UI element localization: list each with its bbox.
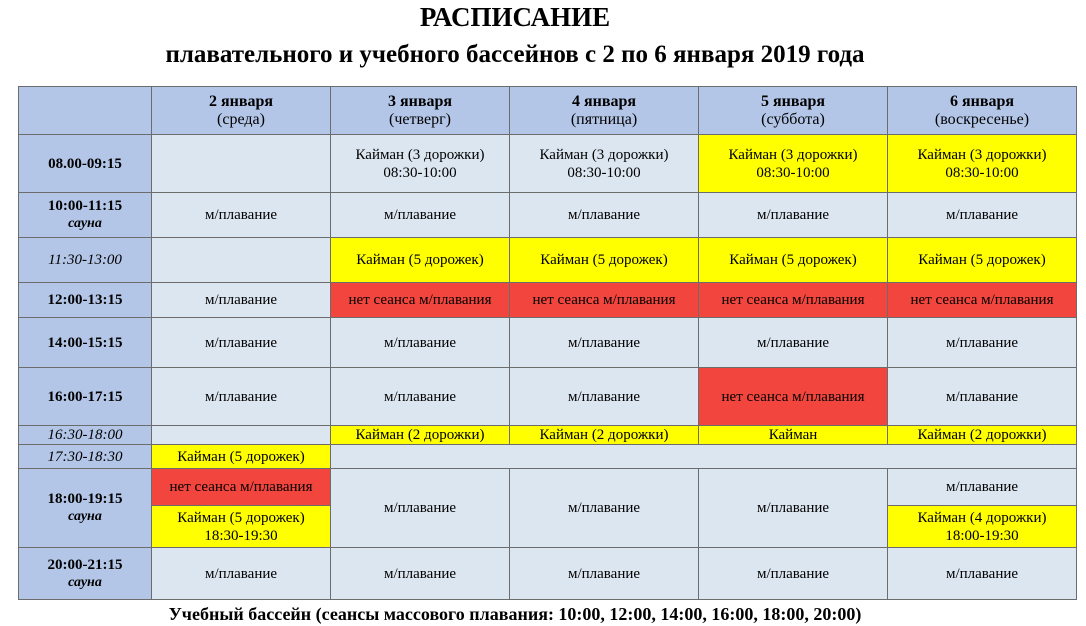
day-weekday: (воскресенье) xyxy=(934,110,1030,128)
session-cell: м/плавание xyxy=(152,318,331,368)
table-row xyxy=(19,426,1077,445)
session-time: 18:00-19:30 xyxy=(945,527,1019,544)
sauna-note: сауна xyxy=(68,574,102,590)
table-row xyxy=(19,135,1077,193)
day-date: 4 января xyxy=(571,92,637,110)
session-cell: м/плавание xyxy=(152,283,331,318)
session-label: Кайман (3 дорожки) xyxy=(539,146,669,163)
session-time: 08:30-10:00 xyxy=(945,164,1019,181)
session-cell: м/плавание xyxy=(699,469,888,548)
day-date: 3 января xyxy=(387,92,453,110)
session-cell: Кайман (5 дорожек) xyxy=(152,445,331,469)
table-row xyxy=(19,318,1077,368)
no-session-cell: нет сеанса м/плавания xyxy=(888,283,1077,318)
session-cell: м/плавание xyxy=(888,318,1077,368)
session-cell xyxy=(152,506,331,548)
session-cell: Кайман (2 дорожки) xyxy=(510,426,699,445)
no-session-cell: нет сеанса м/плавания xyxy=(152,469,331,506)
session-cell: Кайман (5 дорожек) xyxy=(699,238,888,283)
session-cell xyxy=(699,135,888,193)
day-header-5 xyxy=(888,87,1077,135)
session-cell: м/плавание xyxy=(888,548,1077,600)
page-subtitle: плавательного и учебного бассейнов с 2 по 6 января 2019 года xyxy=(165,41,865,68)
session-cell: Кайман (5 дорожек) xyxy=(510,238,699,283)
session-cell: Кайман (5 дорожек) xyxy=(331,238,510,283)
session-cell: м/плавание xyxy=(699,548,888,600)
session-cell: м/плавание xyxy=(331,469,510,548)
sauna-note: сауна xyxy=(68,216,102,231)
session-cell: м/плавание xyxy=(331,318,510,368)
session-cell: м/плавание xyxy=(888,368,1077,426)
time-cell: 17:30-18:30 xyxy=(19,445,152,469)
table-row xyxy=(19,469,1077,506)
session-cell: м/плавание xyxy=(331,193,510,238)
session-cell: м/плавание xyxy=(699,318,888,368)
session-label: Кайман (3 дорожки) xyxy=(355,146,485,163)
time-label: 10:00-11:15 xyxy=(47,198,123,214)
session-cell xyxy=(510,135,699,193)
session-cell: м/плавание xyxy=(331,548,510,600)
session-time: 08:30-10:00 xyxy=(756,164,830,181)
empty-cell xyxy=(331,445,1077,469)
day-date: 6 января xyxy=(949,92,1015,110)
session-label: Кайман (3 дорожки) xyxy=(728,146,858,163)
day-weekday: (суббота) xyxy=(761,110,825,128)
session-cell: Кайман (2 дорожки) xyxy=(331,426,510,445)
table-row xyxy=(19,445,1077,469)
session-cell: м/плавание xyxy=(331,368,510,426)
session-cell: м/плавание xyxy=(888,469,1077,506)
time-cell: 08.00-09:15 xyxy=(19,135,152,193)
session-cell: м/плавание xyxy=(152,193,331,238)
session-cell: м/плавание xyxy=(510,469,699,548)
time-cell: 14:00-15:15 xyxy=(19,318,152,368)
day-weekday: (среда) xyxy=(217,110,265,128)
page-title: РАСПИСАНИЕ xyxy=(419,2,611,32)
day-date: 5 января xyxy=(760,92,826,110)
time-cell: 11:30-13:00 xyxy=(19,238,152,283)
session-label: Кайман (5 дорожек) xyxy=(177,509,305,526)
day-header-4 xyxy=(699,87,888,135)
session-cell: Кайман (5 дорожек) xyxy=(888,238,1077,283)
empty-cell xyxy=(152,426,331,445)
corner-cell xyxy=(19,87,152,135)
session-cell xyxy=(331,135,510,193)
session-cell: м/плавание xyxy=(510,318,699,368)
header-row xyxy=(19,87,1077,135)
session-time: 18:30-19:30 xyxy=(204,527,278,544)
session-cell xyxy=(888,506,1077,548)
time-label: 18:00-19:15 xyxy=(47,491,123,507)
session-cell: Кайман xyxy=(699,426,888,445)
session-cell: м/плавание xyxy=(510,193,699,238)
no-session-cell: нет сеанса м/плавания xyxy=(699,283,888,318)
no-session-cell: нет сеанса м/плавания xyxy=(510,283,699,318)
time-cell xyxy=(19,193,152,238)
session-cell: м/плавание xyxy=(510,548,699,600)
session-label: Кайман (4 дорожки) xyxy=(917,509,1047,526)
day-header-2 xyxy=(331,87,510,135)
time-cell xyxy=(19,548,152,600)
session-cell xyxy=(888,135,1077,193)
empty-cell xyxy=(152,238,331,283)
session-time: 08:30-10:00 xyxy=(383,164,457,181)
day-header-1 xyxy=(152,87,331,135)
time-cell xyxy=(19,469,152,548)
time-cell: 16:00-17:15 xyxy=(19,368,152,426)
session-time: 08:30-10:00 xyxy=(567,164,641,181)
table-row xyxy=(19,368,1077,426)
session-cell: м/плавание xyxy=(888,193,1077,238)
session-label: Кайман (3 дорожки) xyxy=(917,146,1047,163)
footer-note: Учебный бассейн (сеансы массового плавания: 10:00, 12:00, 14:00, 16:00, 18:00, 20:00) xyxy=(168,604,862,624)
session-cell: м/плавание xyxy=(699,193,888,238)
session-cell: м/плавание xyxy=(152,368,331,426)
table-row xyxy=(19,548,1077,600)
session-cell: Кайман (2 дорожки) xyxy=(888,426,1077,445)
table-row xyxy=(19,193,1077,238)
sauna-note: сауна xyxy=(68,509,102,524)
table-row xyxy=(19,238,1077,283)
day-header-3 xyxy=(510,87,699,135)
empty-cell xyxy=(152,135,331,193)
day-weekday: (пятница) xyxy=(570,110,638,128)
time-cell: 12:00-13:15 xyxy=(19,283,152,318)
table-row xyxy=(19,283,1077,318)
no-session-cell: нет сеанса м/плавания xyxy=(699,368,888,426)
session-cell: м/плавание xyxy=(510,368,699,426)
day-date: 2 января xyxy=(208,92,274,110)
schedule-table xyxy=(18,86,1077,600)
time-label: 20:00-21:15 xyxy=(47,556,123,573)
session-cell: м/плавание xyxy=(152,548,331,600)
time-cell: 16:30-18:00 xyxy=(19,426,152,445)
no-session-cell: нет сеанса м/плавания xyxy=(331,283,510,318)
day-weekday: (четверг) xyxy=(389,110,451,128)
